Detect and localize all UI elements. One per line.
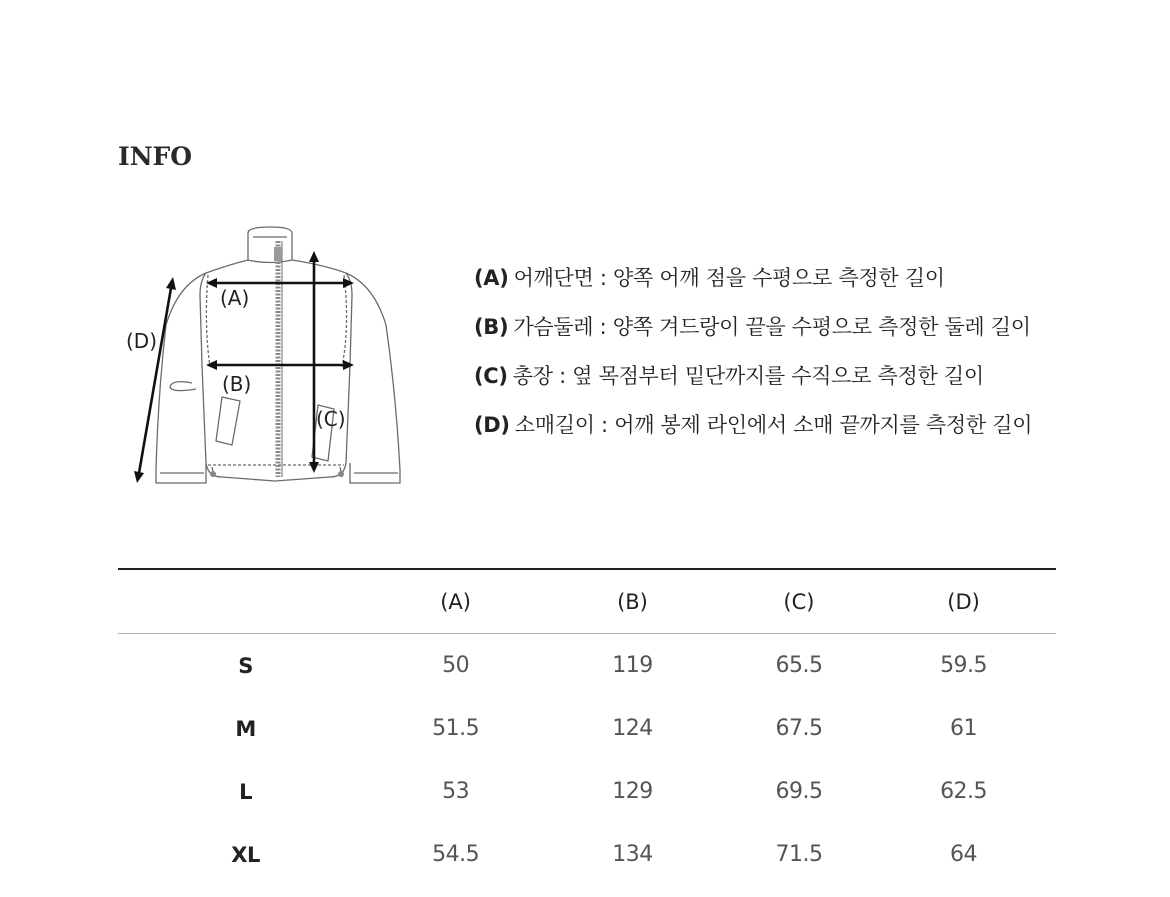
header-d: (D) <box>871 569 1056 634</box>
table-row <box>118 697 1056 760</box>
table-row <box>118 760 1056 823</box>
cell-c: 69.5 <box>775 779 823 804</box>
label-c: (C) <box>316 407 346 431</box>
arrow-d <box>139 288 171 473</box>
label-a: (A) <box>220 286 250 310</box>
cell-b: 119 <box>612 653 653 678</box>
table-row <box>118 634 1056 698</box>
cell-a: 53 <box>442 779 470 804</box>
header-a: (A) <box>373 569 538 634</box>
cell-b: 134 <box>612 842 653 867</box>
legend-item-a: (A) 어깨단면 : 양쪽 어깨 점을 수평으로 측정한 길이 <box>474 266 945 290</box>
label-b: (B) <box>222 372 252 396</box>
legend-item-d: (D) 소매길이 : 어깨 봉제 라인에서 소매 끝까지를 측정한 길이 <box>474 413 1033 437</box>
jacket-left-sleeve <box>156 273 206 483</box>
measurement-legend <box>474 258 1032 454</box>
jacket-left-pocket <box>216 397 240 445</box>
cell-d: 62.5 <box>940 779 988 804</box>
header-c: (C) <box>727 569 871 634</box>
size-label: L <box>239 779 252 804</box>
legend-item-c: (C) 총장 : 옆 목점부터 밑단까지를 수직으로 측정한 길이 <box>474 364 984 388</box>
cell-c: 65.5 <box>775 653 823 678</box>
label-d: (D) <box>126 329 158 353</box>
cell-b: 124 <box>612 716 653 741</box>
cell-b: 129 <box>612 779 653 804</box>
table-header-row <box>118 569 1056 634</box>
size-label: S <box>238 653 253 678</box>
cell-d: 59.5 <box>940 653 988 678</box>
cell-c: 67.5 <box>775 716 823 741</box>
cell-d: 61 <box>950 716 978 741</box>
cell-c: 71.5 <box>775 842 823 867</box>
cell-a: 50 <box>442 653 470 678</box>
jacket-zipper <box>274 241 282 477</box>
header-b: (B) <box>538 569 727 634</box>
size-table <box>118 568 1056 886</box>
cell-a: 51.5 <box>432 716 480 741</box>
jacket-measurement-diagram <box>110 215 430 500</box>
jacket-right-sleeve <box>346 273 400 483</box>
jacket-collar <box>248 227 292 263</box>
page-title: INFO <box>118 142 193 171</box>
table-row <box>118 823 1056 886</box>
size-label: M <box>235 716 256 741</box>
cell-d: 64 <box>950 842 978 867</box>
size-label: XL <box>231 842 260 867</box>
cell-a: 54.5 <box>432 842 480 867</box>
legend-item-b: (B) 가슴둘레 : 양쪽 겨드랑이 끝을 수평으로 측정한 둘레 길이 <box>474 315 1031 339</box>
header-size <box>118 569 373 634</box>
